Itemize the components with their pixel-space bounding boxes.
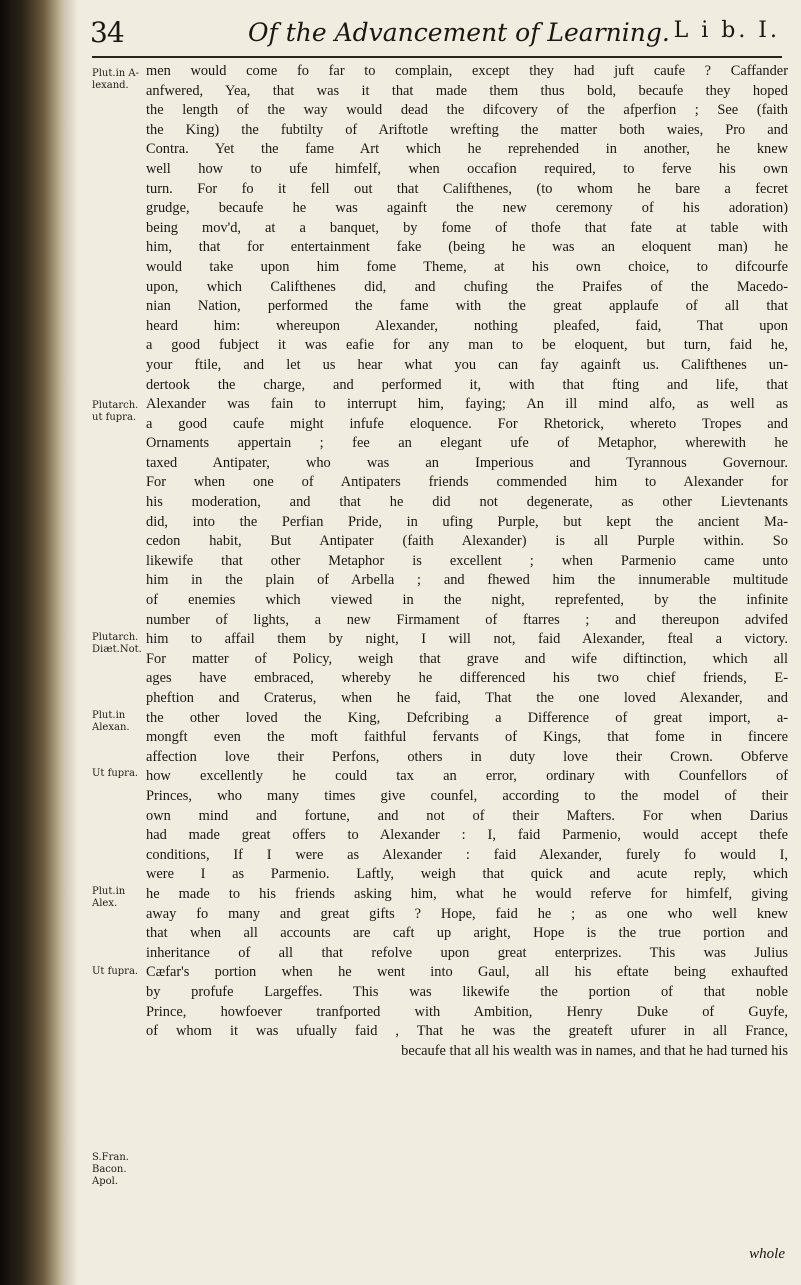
text-line: him to affail them by night, I will not, faid Alexander, fteal a victory. xyxy=(146,631,788,648)
text-line: Cæfar's portion when he went into Gaul, all his eftate being exhaufted xyxy=(146,964,788,981)
text-line: nian Nation, performed the fame with the great applaufe of all that xyxy=(146,298,788,315)
text-line: For matter of Policy, weigh that grave and wife diftinction, which all xyxy=(146,650,788,667)
text-line: were I as Parmenio. Laftly, weigh that quick and acute reply, which xyxy=(146,866,788,883)
text-line: him in the plain of Arbella ; and fhewed him the innumerable multitude xyxy=(146,572,788,589)
margin-note: Plut.in Alexan. xyxy=(92,710,130,733)
text-line: For when one of Antipaters friends commended him to Alexander for xyxy=(146,474,788,491)
margin-note: Plut.in Alex. xyxy=(92,886,126,909)
text-line: a good fubject it was eafie for any man to be eloquent, but turn, faid he, xyxy=(146,337,788,354)
text-line: pheftion and Craterus, when he faid, That the one loved Alexander, and xyxy=(146,690,788,706)
text-line: had made great offers to Alexander : I, faid Parmenio, would accept thefe xyxy=(146,827,788,844)
header-rule xyxy=(92,56,782,58)
text-line: ages have embraced, whereby he differenced his two chief friends, E- xyxy=(146,670,788,687)
text-line: a good caufe might infufe eloquence. For Rhetorick, whereto Tropes and xyxy=(146,415,788,432)
text-line: did, into the Perfian Pride, in ufing Purple, but kept the ancient Ma- xyxy=(146,513,788,530)
text-line: being mov'd, at a banquet, by fome of thofe that fate at table with xyxy=(146,219,788,236)
text-line: of enemies which viewed in the night, reprefented, by the infinite xyxy=(146,592,788,609)
text-line: Princes, who many times give counfel, according to the model of their xyxy=(146,787,788,804)
text-line: upon, which Califthenes did, and chufing the Praifes of the Macedo- xyxy=(146,278,788,295)
margin-note: Plutarch. ut fupra. xyxy=(92,400,139,423)
text-line: well how to ufe himfelf, when occafion required, to ferve his own xyxy=(146,160,788,177)
text-line: own mind and fortune, and not of their Mafters. For when Darius xyxy=(146,807,788,824)
text-line: his moderation, and that he did not degenerate, as other Lievtenants xyxy=(146,494,788,511)
page-header xyxy=(90,12,780,56)
margin-note: Ut fupra. xyxy=(92,768,139,779)
text-line: Alexander was fain to interrupt him, faying; An ill mind alfo, as well as xyxy=(146,396,788,413)
text-line: dertook the charge, and performed it, with that fting and life, that xyxy=(146,376,788,393)
text-line: your ftile, and let us hear what you can fay againft us. Califthenes un- xyxy=(146,356,788,373)
page-gutter xyxy=(62,0,78,1285)
text-line: he made to his friends asking him, what he would referve for himfelf, giving xyxy=(146,885,788,902)
text-line: men would come fo far to complain, except they had juft caufe ? Caffander xyxy=(146,63,788,79)
text-line: turn. For fo it fell out that Califthenes, (to whom he bare a fecret xyxy=(146,180,788,197)
margin-note: Plutarch. Diæt.Not. xyxy=(92,632,142,655)
text-line: affection love their Perfons, others in duty love their Crown. Obferve xyxy=(146,748,788,765)
page-number: 34 xyxy=(90,16,124,49)
text-line: the length of the way would dead the difcovery of the afperfion ; See (faith xyxy=(146,102,788,119)
text-line: him, that for entertainment fake (being he was an eloquent man) he xyxy=(146,239,788,256)
margin-note: S.Fran. Bacon. Apol. xyxy=(92,1152,129,1187)
text-line: Ornaments appertain ; fee an elegant ufe of Metaphor, wherewith he xyxy=(146,435,788,452)
text-line: that when all accounts are caft up aright, Hope is the true portion and xyxy=(146,925,788,942)
text-line: likewife that other Metaphor is excellent ; when Parmenio came unto xyxy=(146,552,788,569)
text-line: Prince, howfoever tranfported with Ambition, Henry Duke of Guyfe, xyxy=(146,1003,788,1020)
text-line: conditions, If I were as Alexander : faid Alexander, furely fo would I, xyxy=(146,846,788,863)
running-title: Of the Advancement of Learning. xyxy=(248,18,670,47)
text-line: by profufe Largeffes. This was likewife the portion of that noble xyxy=(146,983,788,1000)
text-line: away fo many and great gifts ? Hope, faid he ; as one who well knew xyxy=(146,905,788,922)
margin-note: Ut fupra. xyxy=(92,966,139,977)
text-line: taxed Antipater, who was an Imperious and Tyrannous Governour. xyxy=(146,454,788,471)
text-line: becaufe that all his wealth was in names, and that he had turned his xyxy=(401,1042,788,1059)
text-line: mongft even the moft faithful fervants of Kings, that fome in fincere xyxy=(146,729,788,746)
book-label: L i b. I. xyxy=(673,18,780,43)
text-line: grudge, becaufe he was againft the new ceremony of his adoration) xyxy=(146,200,788,217)
text-line: of whom it was ufually faid , That he was the greateft ufurer in all France, xyxy=(146,1023,788,1040)
text-line: the King) the fubtilty of Ariftotle wrefting the matter both waies, Pro and xyxy=(146,121,788,138)
text-line: the other loved the King, Defcribing a Difference of great import, a- xyxy=(146,709,788,726)
text-line: would take upon him fome Theme, at his own choice, to difcourfe xyxy=(146,258,788,275)
catchword: whole xyxy=(749,1246,785,1262)
text-line: cedon habit, But Antipater (faith Alexander) is all Purple within. So xyxy=(146,533,788,550)
book-binding-shadow xyxy=(0,0,62,1285)
body-text xyxy=(146,62,788,1061)
text-line: number of lights, a new Firmament of ftarres ; and thereupon advifed xyxy=(146,611,788,628)
text-line: heard him: whereupon Alexander, nothing pleafed, faid, That upon xyxy=(146,317,788,334)
margin-note: Plut.in A- lexand. xyxy=(92,68,139,91)
text-line: Contra. Yet the fame Art which he reprehended in another, he knew xyxy=(146,141,788,158)
text-line: anfwered, Yea, that was it that made them thus bold, becaufe they hoped xyxy=(146,82,788,99)
text-line: how excellently he could tax an error, ordinary with Counfellors of xyxy=(146,768,788,785)
text-line: inheritance of all that refolve upon great enterprizes. This was Julius xyxy=(146,944,788,961)
